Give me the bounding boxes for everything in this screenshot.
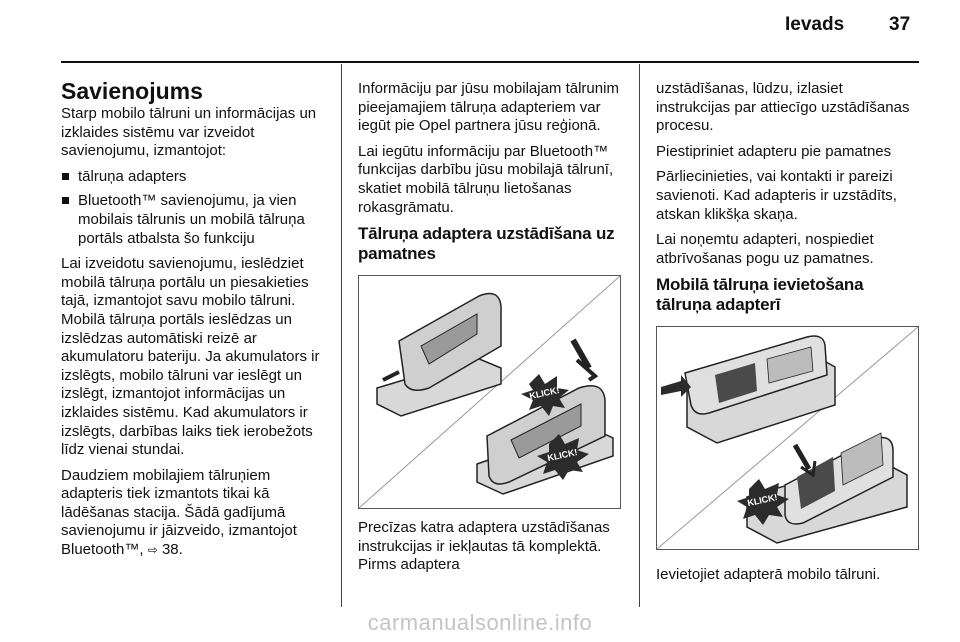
list-item-text: Bluetooth™ savienojumu, ja vien mobilais tālrunis un mobilā tālruņa portāls atbalsta šo funkciju <box>78 192 305 247</box>
page-reference-link[interactable]: 38. <box>161 541 183 559</box>
installation-instructions-paragraph: Precīzas katra adaptera uzstādīšanas instrukcijas ir iekļautas tā komplektā. Pirms adaptera <box>358 519 610 574</box>
adapter-mounting-illustration <box>358 275 621 509</box>
bluetooth-info-paragraph: Lai iegūtu informāciju par Bluetooth™ funkcijas darbību jūsu mobilajā tālrunī, skatiet mobilā tālruņu lietošanas rokasgrāmatu. <box>358 142 614 216</box>
column-3 <box>656 80 921 592</box>
square-bullet-icon <box>62 197 69 204</box>
adapter-mounting-drawing <box>359 276 620 508</box>
adapter-info-paragraph: Informāciju par jūsu mobilajam tālrunim pieejamajiem tālruņa adapteriem var iegūt pie Opel partnera jūsu reģionā. <box>358 80 619 135</box>
charging-station-paragraph <box>61 467 333 560</box>
contacts-check-paragraph: Pārliecinieties, vai kontakti ir pareizi savienoti. Kad adapteris ir uzstādīts, atskan klikšķa skaņa. <box>656 168 897 223</box>
square-bullet-icon <box>62 173 69 180</box>
column-2 <box>358 80 630 582</box>
remove-adapter-paragraph: Lai noņemtu adapteri, nospiediet atbrīvošanas pogu uz pamatnes. <box>656 231 874 267</box>
intro-paragraph: Starp mobilo tālruni un informācijas un izklaides sistēmu var izveidot savienojumu, izmantojot: <box>61 105 317 160</box>
list-item <box>61 192 333 248</box>
click-label: KLICK! <box>528 385 561 402</box>
header-rule <box>61 61 919 63</box>
section-heading-adapter-mounting: Tālruņa adaptera uzstādīšana uz pamatnes <box>358 224 615 264</box>
phone-insertion-drawing <box>657 327 918 549</box>
installation-continued-paragraph: uzstādīšanas, lūdzu, izlasiet instrukcijas par attiecīgo uzstādīšanas procesu. <box>656 80 910 135</box>
connection-options-list <box>61 168 333 248</box>
charging-text: Daudziem mobilajiem tālruņiem adapteris tiek izmantots tikai kā lādēšanas stacija. Šādā gadījumā savienojumu ir jāizveido, izmantojot Bluetooth™, <box>61 466 297 559</box>
watermark: carmanualsonline.info <box>367 610 593 635</box>
page-reference-arrow-icon: ⇨ <box>147 543 158 558</box>
column-divider-1 <box>341 64 342 607</box>
section-heading-phone-insertion: Mobilā tālruņa ievietošana tālruņa adapterī <box>656 275 864 315</box>
insert-phone-paragraph: Ievietojiet adapterā mobilo tālruni. <box>656 566 881 584</box>
page-number: 37 <box>889 14 911 35</box>
attach-adapter-paragraph: Piestipriniet adapteru pie pamatnes <box>656 142 892 160</box>
section-heading-savienojums: Savienojums <box>61 78 203 104</box>
connection-paragraph: Lai izveidotu savienojumu, ieslēdziet mobilā tālruņa portālu un piesakieties tajā, izmantojot savu mobilo tālruni. Mobilā tālruņa portāls ieslēdzas un izslēdzas automātiski reizē ar akumulatoru bateriju. Ja akumulators ir izslēgts, mobilo tālruni var ieslēgt un izslēgt, izmantojot informācijas un izklaides sistēmu. Kad akumulators ir izslēgts, darbības laiks tiek ierobežots līdz vienai stundai. <box>61 255 320 459</box>
click-label: KLICK! <box>546 447 579 464</box>
click-label: KLICK! <box>746 492 779 509</box>
list-item-text: tālruņa adapters <box>78 167 187 185</box>
page-header-title: Ievads <box>785 14 845 35</box>
column-divider-2 <box>639 64 640 607</box>
phone-insertion-illustration <box>656 326 919 550</box>
column-1 <box>61 70 333 567</box>
list-item <box>61 168 333 187</box>
